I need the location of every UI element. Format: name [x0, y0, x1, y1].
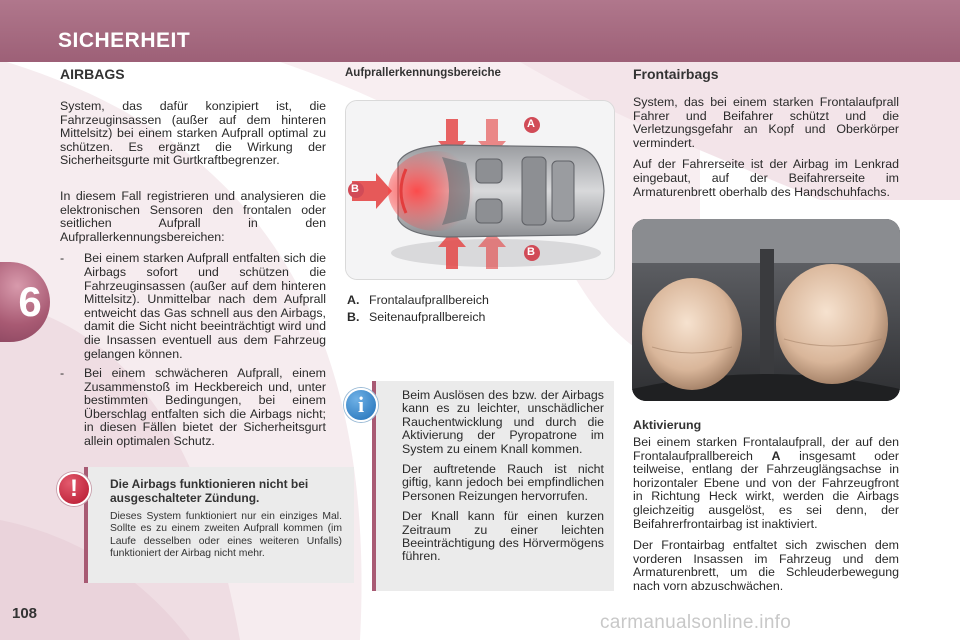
detection-zones-title: Aufprallerkennungsbereiche	[345, 67, 501, 79]
legend-label: Seitenaufprallbereich	[369, 310, 486, 324]
diagram-legend	[347, 292, 489, 326]
activation-para1-end: insgesamt oder teilweise, entlang der Fahrzeuglängsachse in horizontaler Ebene und von der Fahrzeugfront in Richtung Heck wirkt, werden die Airbags gleichzeitig ausgelöst, es sei denn, der Beifahrerfrontairbag ist inaktiviert.	[633, 448, 899, 531]
page-title: SICHERHEIT	[58, 29, 191, 52]
right-column	[633, 66, 899, 207]
legend-key: A.	[347, 293, 360, 307]
info-box	[372, 381, 614, 591]
airbags-intro: System, das dafür konzipiert ist, die Fahrzeuginsassen (außer auf dem hinteren Mittelsitz) bei einem starken Aufprall optimal zu schützen. Es ergänzt die Wirkung der Sicherheitsgurte mit Gurtkraftbegrenzer.	[60, 99, 326, 168]
airbags-body	[60, 100, 326, 449]
list-item	[60, 252, 326, 361]
car-impact-diagram	[345, 100, 615, 280]
airbags-para2: In diesem Fall registrieren und analysieren die elektronischen Sensoren den frontalen oder seitlichen Aufprall in den Aufprallerkennungsbereichen:	[60, 188, 326, 244]
marker-label-b-bottom: B	[527, 246, 535, 258]
activation-zone-ref: A	[771, 448, 781, 463]
activation-title: Aktivierung	[633, 418, 702, 432]
legend-item	[347, 292, 489, 309]
legend-label: Frontalaufprallbereich	[369, 293, 489, 307]
activation-section	[633, 418, 899, 602]
warning-box	[84, 467, 354, 583]
marker-label-b-top: A	[527, 118, 535, 130]
deployed-airbags-illustration	[632, 219, 900, 401]
legend-key: B.	[347, 310, 360, 324]
middle-column	[345, 67, 615, 79]
marker-label-a: B	[351, 183, 359, 195]
page-number: 108	[12, 605, 38, 622]
legend-item	[347, 309, 489, 326]
frontairbags-title: Frontairbags	[633, 66, 719, 82]
info-paragraph: Beim Auslösen des bzw. der Airbags kann es zu leichter, unschädlicher Rauchentwicklung und durch die Aktivierung der Pyropatrone im System zu einem Knall kommen.	[402, 388, 604, 456]
left-column	[60, 66, 326, 455]
info-paragraph: Der auftretende Rauch ist nicht giftig, kann jedoch bei empfindlichen Personen Reizungen hervorrufen.	[402, 462, 604, 503]
activation-body	[633, 436, 899, 594]
airbag-photo	[632, 219, 900, 401]
activation-para1-start: Bei einem starken Frontalaufprall, der auf den Frontalaufprallbereich	[633, 435, 899, 463]
warning-text: Dieses System funktioniert nur ein einziges Mal. Sollte es zu einem zweiten Aufprall kommen (im Laufe desselben oder eines weiteren Unfalls) funktioniert der Airbag nicht mehr.	[110, 511, 342, 560]
bullet-dash: -	[60, 366, 65, 381]
info-paragraph: Der Knall kann für einen kurzen Zeitraum zu einer leichten Beeinträchtigung des Hörvermögens führen.	[402, 509, 604, 564]
chapter-number: 6	[18, 278, 42, 325]
activation-para1	[633, 436, 899, 531]
frontairbags-body	[633, 96, 899, 199]
airbags-title: AIRBAGS	[60, 66, 125, 82]
bullet-dash: -	[60, 251, 65, 266]
warning-title: Die Airbags funktionieren nicht bei ausgeschalteter Zündung.	[110, 477, 309, 505]
activation-para2: Der Frontairbag entfaltet sich zwischen dem vorderen Insassen im Fahrzeug und dem Armaturenbrett, um die Schleuderbewegung nach vorn abzuschwächen.	[633, 538, 899, 593]
bullet-text: Bei einem starken Aufprall entfalten sich die Airbags sofort und schützen die Fahrzeuginsassen (außer auf dem hinteren Mittelsitz). Unmittelbar nach dem Aufprall entweicht das Gas schnell aus den Airbags, damit die Sicht nicht beeinträchtigt wird und die Insassen eventuell aus dem Fahrzeug gelangen können.	[84, 251, 326, 361]
info-icon: i	[344, 388, 378, 422]
list-item	[60, 367, 326, 449]
watermark: carmanualsonline.info	[600, 612, 792, 633]
car-top-view	[346, 101, 615, 280]
bullet-text: Bei einem schwächeren Aufprall, einem Zusammenstoß im Heckbereich und, unter bestimmten Bedingungen, bei einem Überschlag entfalten sich die Airbags nicht; in diesen Fällen bietet der Sicherheitsgurt allein optimalen Schutz.	[84, 366, 326, 449]
frontairbags-para2: Auf der Fahrerseite ist der Airbag im Lenkrad eingebaut, auf der Beifahrerseite im Armaturenbrett oberhalb des Handschuhfachs.	[633, 157, 899, 199]
frontairbags-para1: System, das bei einem starken Frontalaufprall Fahrer und Beifahrer schützt und die Verletzungsgefahr an Kopf und Oberkörper vermindert.	[633, 95, 899, 150]
warning-icon: !	[57, 472, 91, 506]
